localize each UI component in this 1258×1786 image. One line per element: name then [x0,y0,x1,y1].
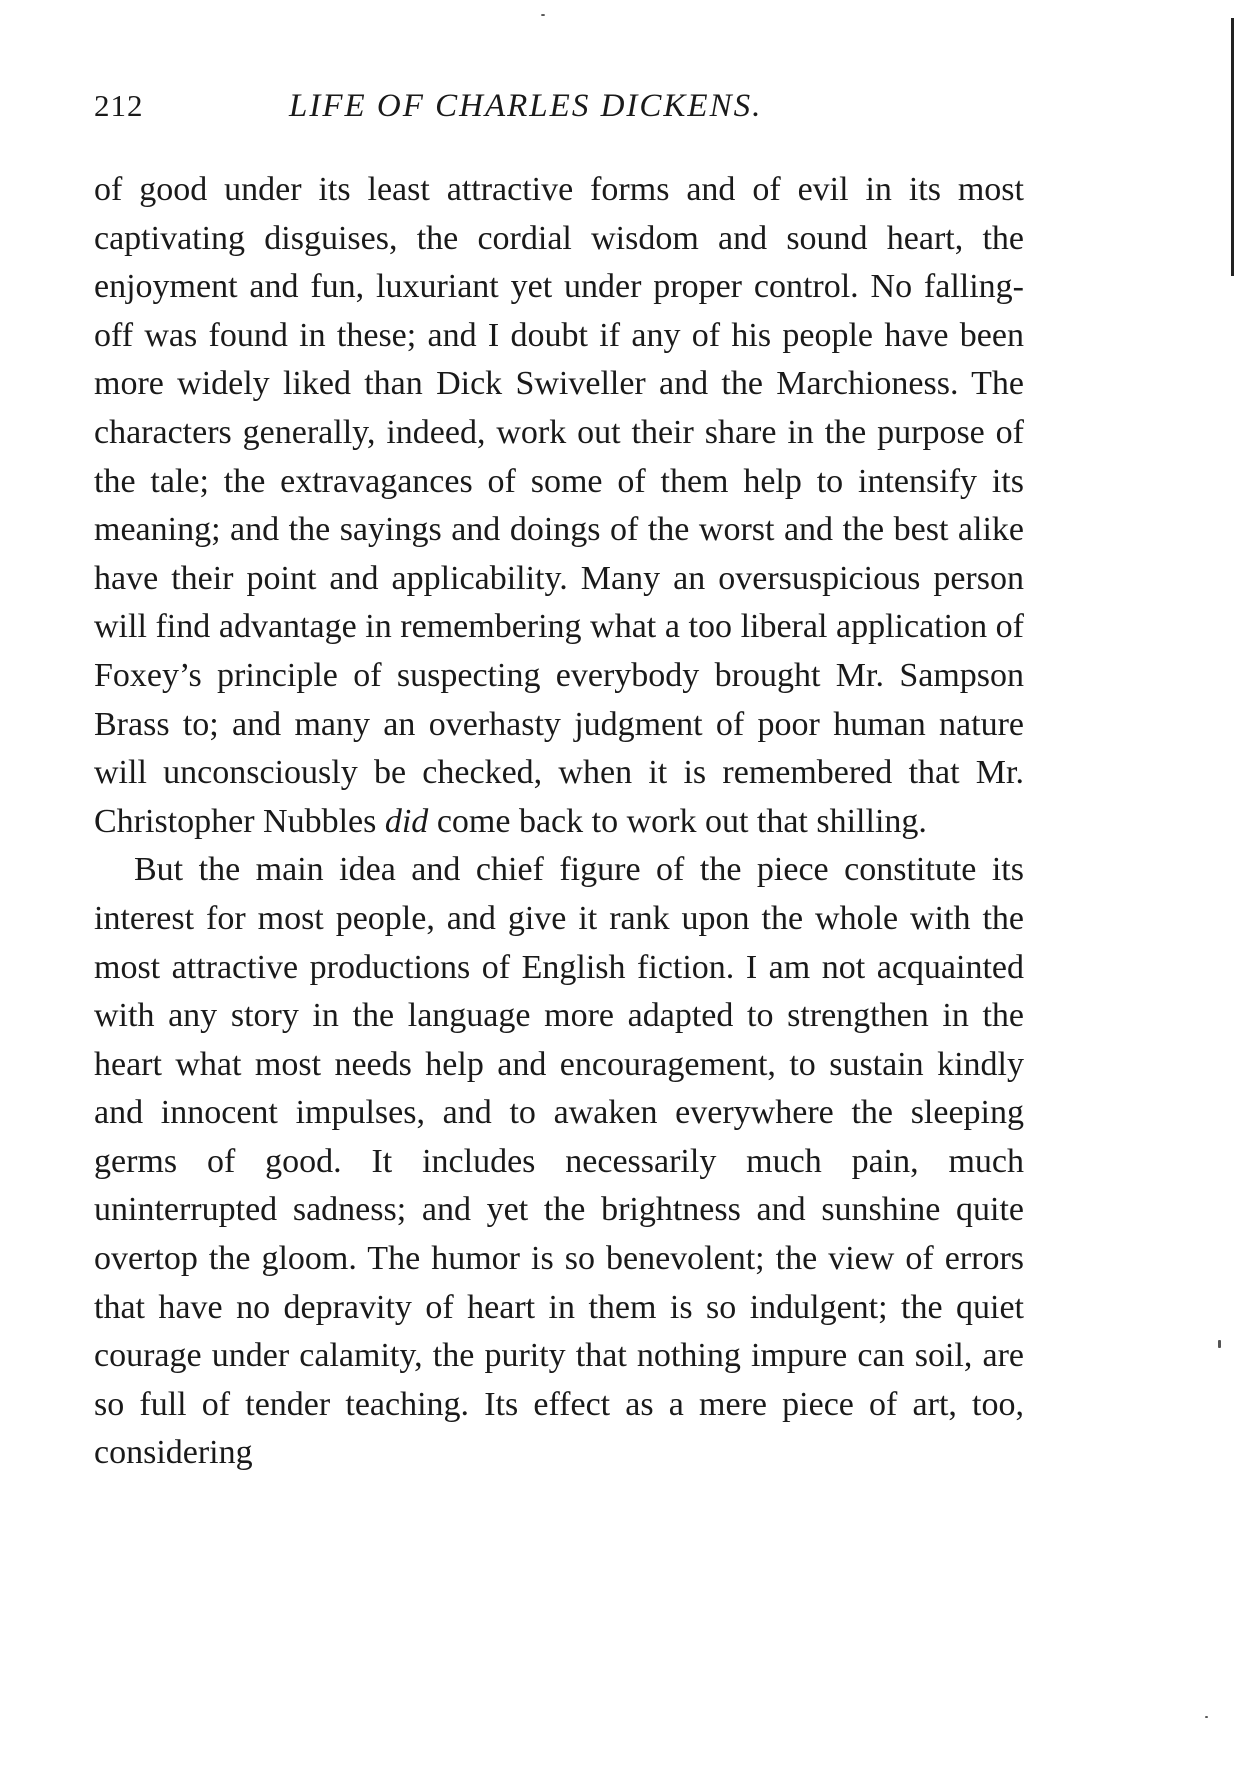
running-title: LIFE OF CHARLES DICKENS. [289,88,763,124]
paragraph [94,166,1024,846]
page-number: 212 [94,88,144,123]
paragraph-text: of good under its least attractive forms and of evil in its most captivating disguises, the cordial wisdom and sound heart, the enjoyment and fun, luxuriant yet under proper control. No falling-off was found in these; and I doubt if any of his people have been more widely liked than Dick Swiveller and the Marchioness. The characters generally, indeed, work out their share in the purpose of the tale; the extravagances of some of them help to intensify its meaning; and the sayings and doings of the worst and the best alike have their point and applicability. Many an oversuspicious person will find advantage in remembering what a too liberal application of Foxey’s principle of suspecting everybody brought Mr. Sampson Brass to; and many an overhasty judgment of poor human nature will unconsciously be checked, when it is remembered that Mr. Christopher Nubbles [94,171,1024,840]
paragraph-text: come back to work out that shilling. [428,802,927,840]
emphasis-text: did [384,802,429,840]
paragraph: But the main idea and chief figure of the piece constitute its interest for most people, and give it rank upon the whole with the most attractive productions of English fiction. I am not acquainted with any story in the language more adapted to strengthen in the heart what most needs help and encouragement, to sustain kindly and innocent impulses, and to awaken everywhere the sleeping germs of good. It includes necessarily much pain, much uninterrupted sadness; and yet the brightness and sunshine quite overtop the gloom. The humor is so benevolent; the view of errors that have no depravity of heart in them is so indulgent; the quiet courage under calamity, the purity that nothing impure can soil, are so full of tender teaching. Its effect as a mere piece of art, too, considering [94,851,1024,1472]
ink-speck [1205,1716,1208,1718]
ink-speck [541,14,545,16]
ink-speck [1218,1340,1221,1348]
page-edge-rule [1231,18,1234,276]
page-header [94,88,1024,128]
body-text [94,166,1024,1478]
